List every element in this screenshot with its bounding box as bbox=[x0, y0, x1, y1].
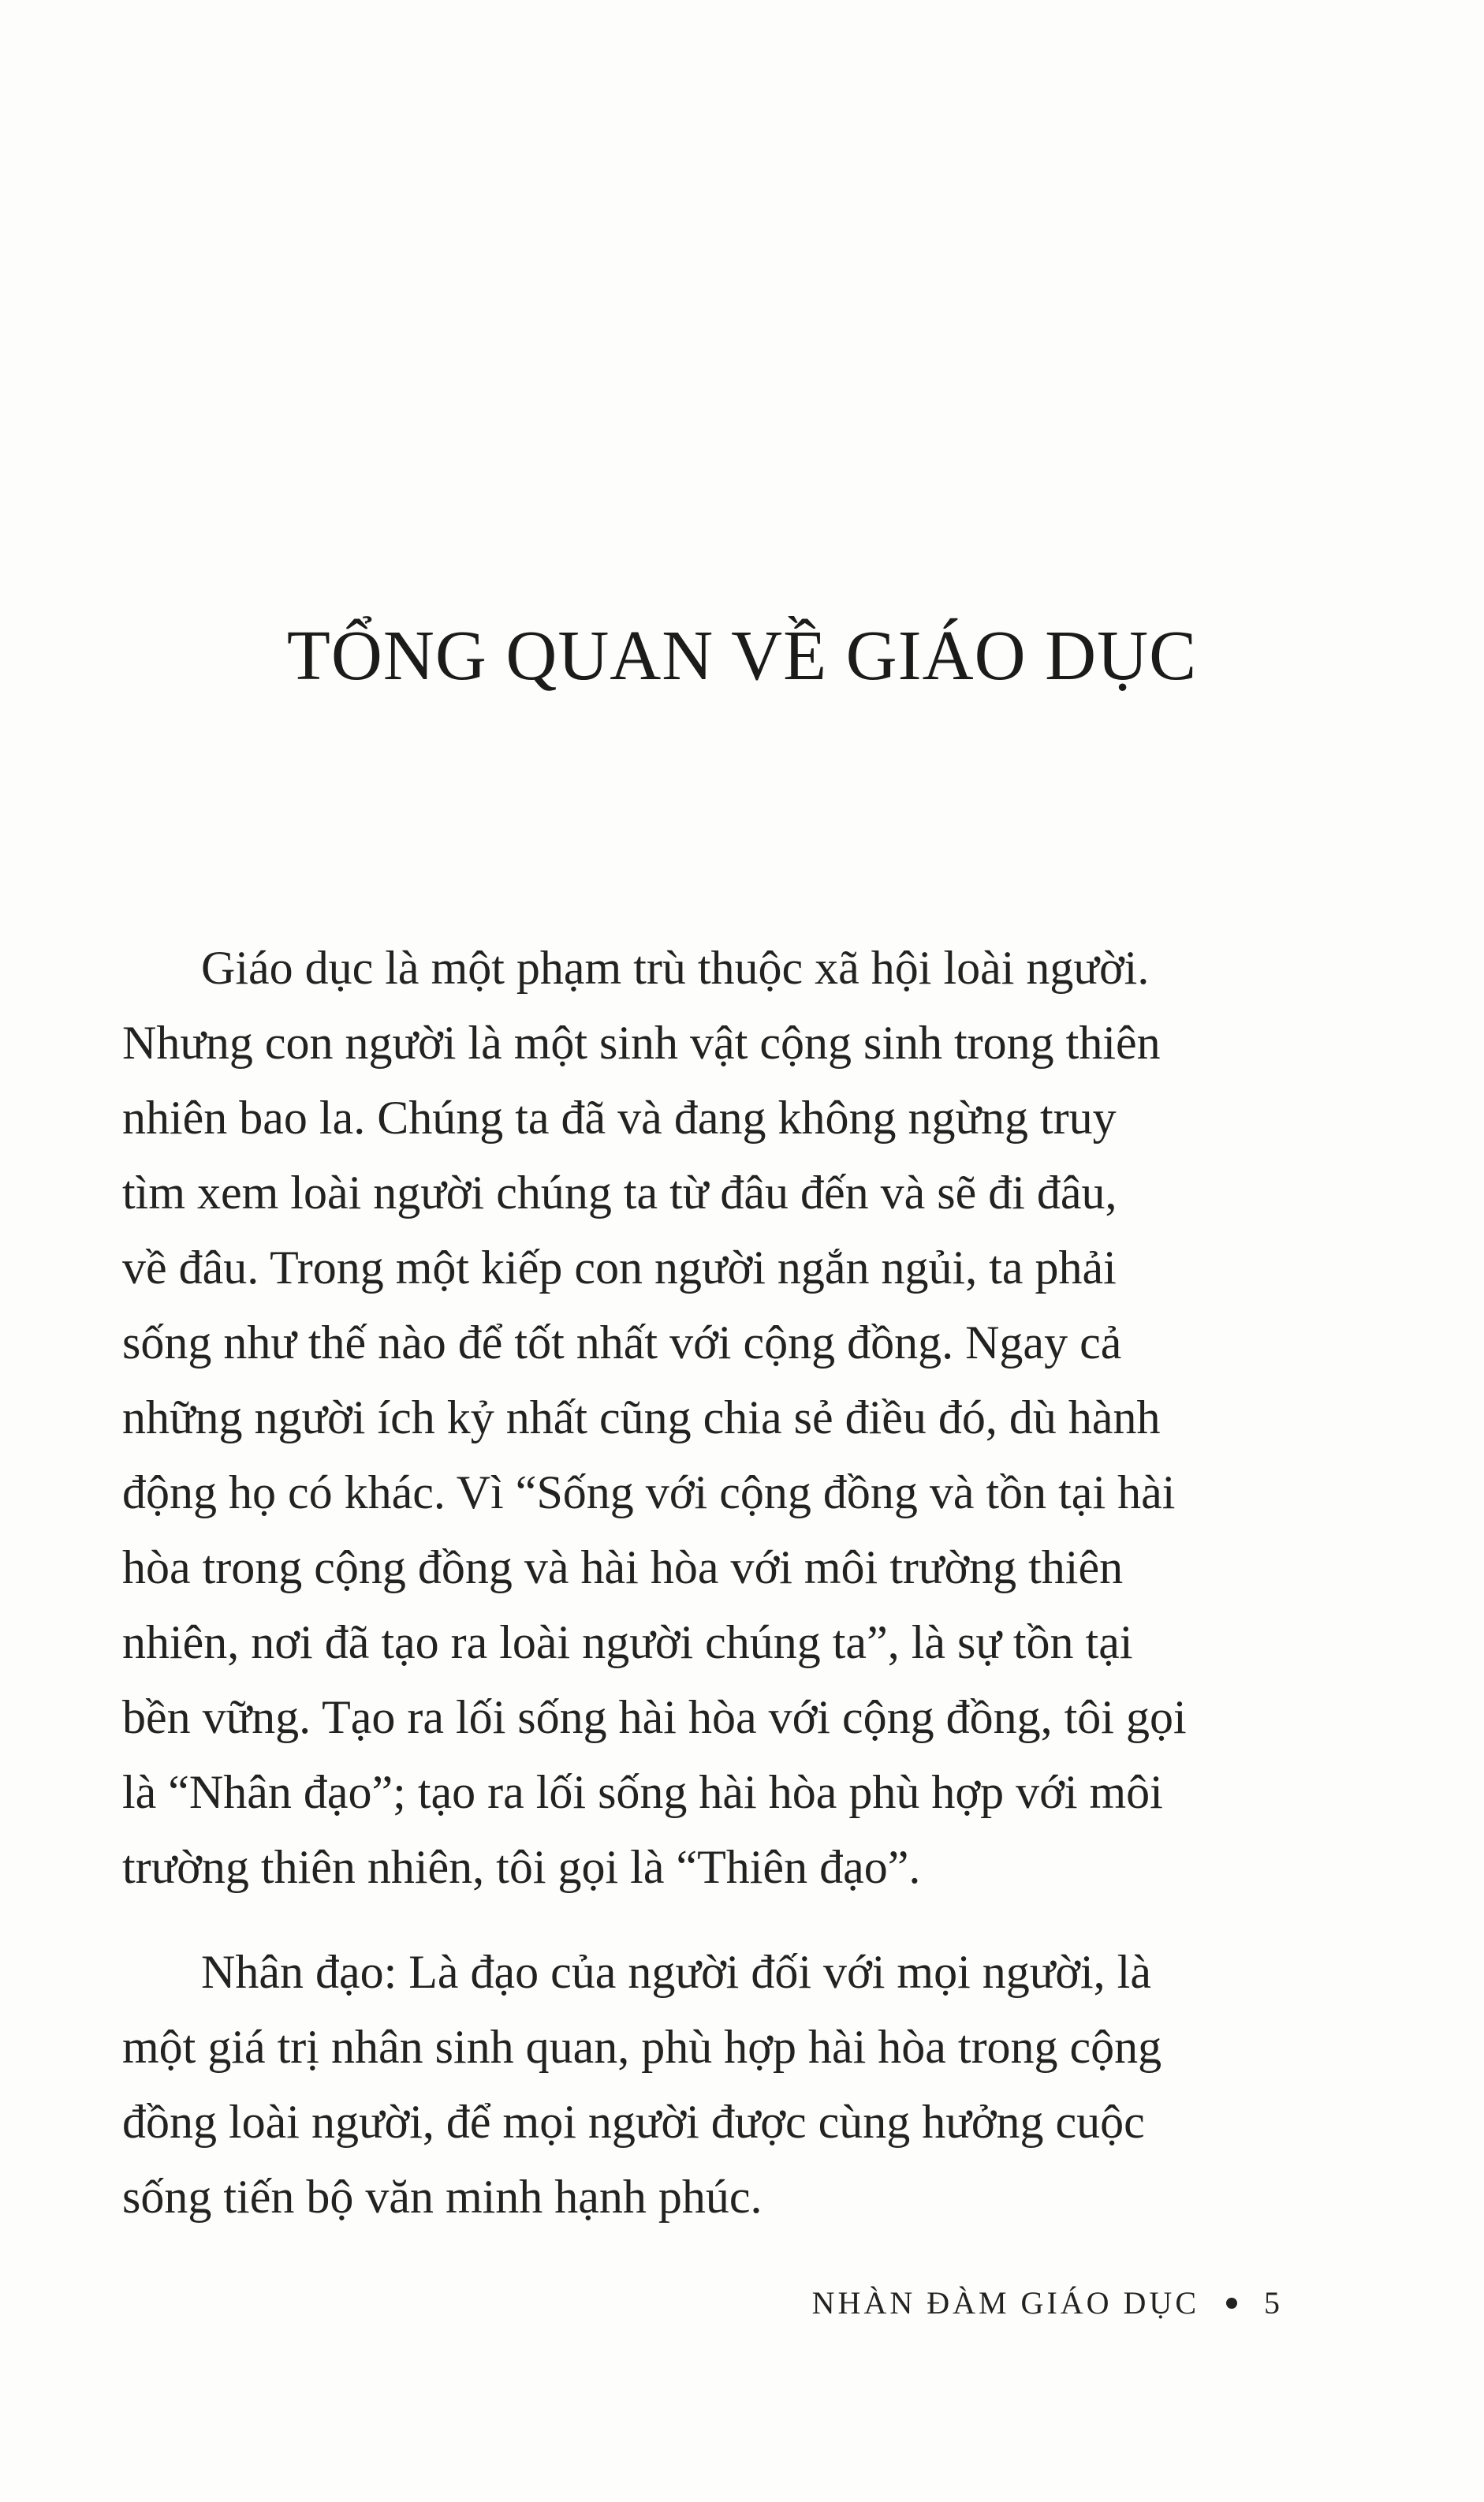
running-footer bbox=[812, 2284, 1283, 2321]
paragraph-line: tìm xem loài người chúng ta từ đâu đến và sẽ đi đâu, bbox=[122, 1167, 1117, 1219]
paragraph-line: trường thiên nhiên, tôi gọi là “Thiên đạo”. bbox=[122, 1841, 921, 1893]
paragraph-line: Nhưng con người là một sinh vật cộng sinh trong thiên bbox=[122, 1017, 1161, 1069]
bullet-separator-icon bbox=[1226, 2298, 1237, 2309]
paragraph-line: đồng loài người, để mọi người được cùng hưởng cuộc bbox=[122, 2096, 1145, 2148]
page-number: 5 bbox=[1264, 2285, 1283, 2321]
paragraph-line: Giáo dục là một phạm trù thuộc xã hội loài người. bbox=[201, 942, 1150, 994]
paragraph-line: sống tiến bộ văn minh hạnh phúc. bbox=[122, 2171, 763, 2223]
paragraph-line: một giá trị nhân sinh quan, phù hợp hài hòa trong cộng bbox=[122, 2021, 1162, 2073]
paragraph-line: nhiên, nơi đã tạo ra loài người chúng ta”, là sự tồn tại bbox=[122, 1616, 1133, 1668]
paragraph-line: bền vững. Tạo ra lối sống hài hòa với cộng đồng, tôi gọi bbox=[122, 1691, 1187, 1743]
paragraph-2 bbox=[122, 1935, 1281, 2235]
chapter-title: TỔNG QUAN VỀ GIÁO DỤC bbox=[286, 617, 1198, 695]
paragraph-line: là “Nhân đạo”; tạo ra lối sống hài hòa phù hợp với môi bbox=[122, 1766, 1163, 1818]
paragraph-1 bbox=[122, 931, 1281, 1905]
footer-book-title: NHÀN ĐÀM GIÁO DỤC bbox=[811, 2285, 1199, 2321]
paragraph-line: Nhân đạo: Là đạo của người đối với mọi người, là bbox=[201, 1946, 1151, 1998]
paragraph-line: hòa trong cộng đồng và hài hòa với môi trường thiên bbox=[122, 1541, 1124, 1593]
paragraph-line: những người ích kỷ nhất cũng chia sẻ điều đó, dù hành bbox=[122, 1391, 1161, 1443]
paragraph-spacer bbox=[122, 1905, 1281, 1935]
paragraph-line: động họ có khác. Vì “Sống với cộng đồng và tồn tại hài bbox=[122, 1466, 1176, 1518]
paragraph-line: nhiên bao la. Chúng ta đã và đang không ngừng truy bbox=[122, 1092, 1117, 1144]
paragraph-line: về đâu. Trong một kiếp con người ngắn ngủi, ta phải bbox=[122, 1242, 1117, 1294]
paragraph-line: sống như thế nào để tốt nhất với cộng đồng. Ngay cả bbox=[122, 1316, 1122, 1369]
body-text bbox=[122, 931, 1281, 2235]
